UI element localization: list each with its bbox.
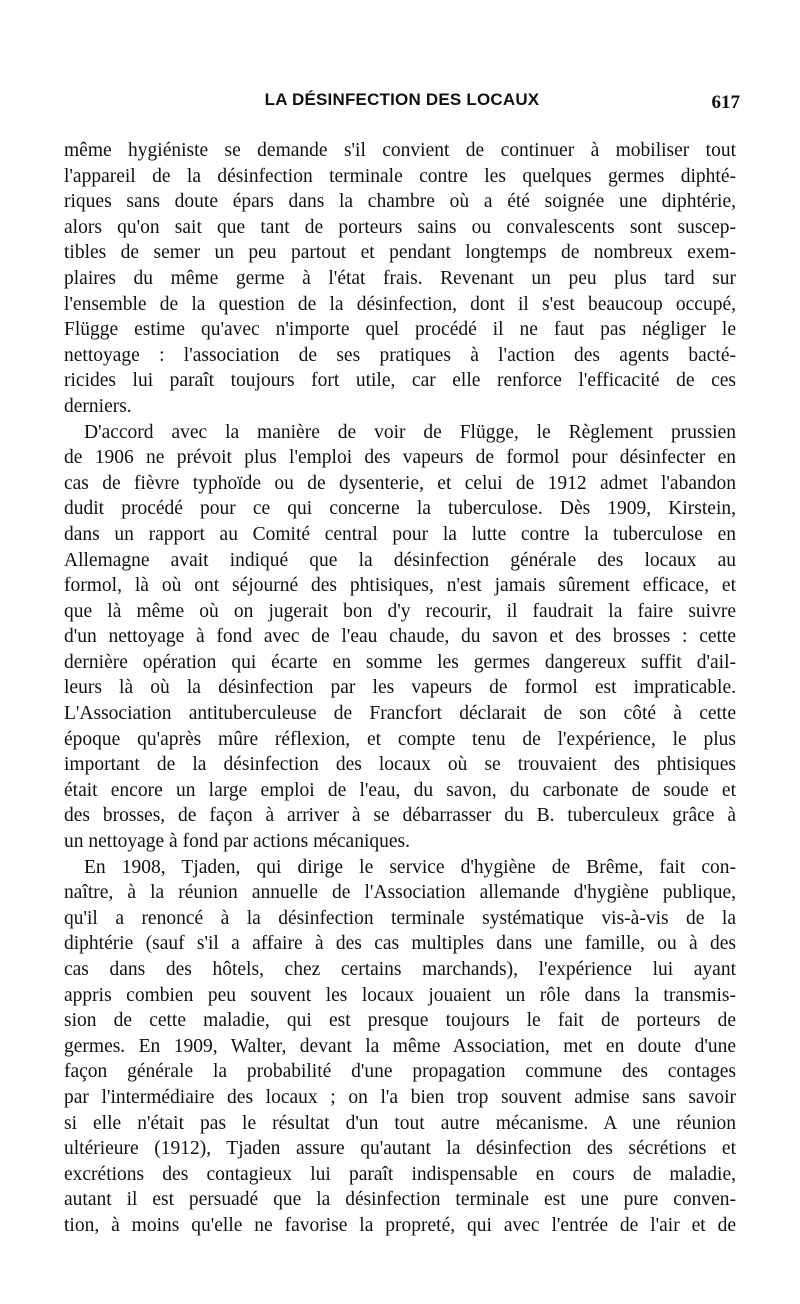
paragraph	[64, 420, 736, 855]
text-line: des brosses, de façon à arriver à se débarrasser du B. tuberculeux grâce à	[64, 805, 736, 827]
text-line: dudit procédé pour ce qui concerne la tuberculose. Dès 1909, Kirstein,	[64, 498, 736, 520]
paragraph	[64, 855, 736, 1239]
text-line: En 1908, Tjaden, qui dirige le service d'hygiène de Brême, fait con-	[84, 856, 736, 878]
text-line: ricides lui paraît toujours fort utile, car elle renforce l'efficacité de ces	[64, 370, 736, 392]
text-line: l'ensemble de la question de la désinfection, dont il s'est beaucoup occupé,	[64, 293, 736, 315]
text-line: l'appareil de la désinfection terminale contre les quelques germes diphté-	[64, 165, 736, 187]
running-title: LA DÉSINFECTION DES LOCAUX	[264, 90, 540, 109]
text-line: façon générale la probabilité d'une propagation commune des contages	[64, 1061, 736, 1083]
text-line: par l'intermédiaire des locaux ; on l'a bien trop souvent admise sans savoir	[64, 1086, 736, 1108]
text-line: derniers.	[64, 395, 132, 417]
text-line: L'Association antituberculeuse de Francfort déclarait de son côté à cette	[64, 703, 736, 725]
text-line: que là même où on jugerait bon d'y recourir, il faudrait la faire suivre	[64, 600, 736, 622]
text-line: Allemagne avait indiqué que la désinfection générale des locaux au	[64, 549, 736, 571]
text-line: même hygiéniste se demande s'il convient de continuer à mobiliser tout	[64, 140, 736, 161]
text-line: de 1906 ne prévoit plus l'emploi des vapeurs de formol pour désinfecter en	[64, 447, 736, 469]
running-head	[62, 90, 742, 118]
text-line: plaires du même germe à l'état frais. Revenant un peu plus tard sur	[64, 267, 736, 289]
text-line: d'un nettoyage à fond avec de l'eau chaude, du savon et des brosses : cette	[64, 626, 736, 648]
text-line: nettoyage : l'association de ses pratiques à l'action des agents bacté-	[64, 344, 736, 366]
text-line: dernière opération qui écarte en somme les germes dangereux suffit d'ail-	[64, 651, 736, 673]
text-line: si elle n'était pas le résultat d'un tout autre mécanisme. A une réunion	[64, 1112, 736, 1134]
text-line: alors qu'on sait que tant de porteurs sains ou convalescents sont suscep-	[64, 216, 736, 238]
text-line: naître, à la réunion annuelle de l'Association allemande d'hygiène publique,	[64, 882, 736, 904]
body-text	[64, 138, 736, 1239]
text-line: époque qu'après mûre réflexion, et compte tenu de l'expérience, le plus	[64, 728, 736, 750]
text-line: germes. En 1909, Walter, devant la même Association, met en doute d'une	[64, 1035, 736, 1057]
text-line: sion de cette maladie, qui est presque toujours le fait de porteurs de	[64, 1010, 736, 1032]
text-line: D'accord avec la manière de voir de Flügge, le Règlement prussien	[84, 421, 736, 443]
text-line: formol, là où ont séjourné des phtisiques, n'est jamais sûrement efficace, et	[64, 575, 736, 597]
text-line: diphtérie (sauf s'il a affaire à des cas multiples dans une famille, ou à des	[64, 933, 736, 955]
text-line: Flügge estime qu'avec n'importe quel procédé il ne faut pas négliger le	[64, 319, 736, 341]
paragraph	[64, 138, 736, 420]
text-line: appris combien peu souvent les locaux jouaient un rôle dans la transmis-	[64, 984, 736, 1006]
text-line: cas dans des hôtels, chez certains marchands), l'expérience lui ayant	[64, 959, 736, 980]
text-line: important de la désinfection des locaux où se trouvaient des phtisiques	[64, 754, 736, 776]
text-line: était encore un large emploi de l'eau, du savon, du carbonate de soude et	[64, 779, 736, 801]
text-line: excrétions des contagieux lui paraît indispensable en cours de maladie,	[64, 1163, 736, 1185]
text-line: cas de fièvre typhoïde ou de dysenterie, et celui de 1912 admet l'abandon	[64, 472, 736, 494]
text-line: tibles de semer un peu partout et pendant longtemps de nombreux exem-	[64, 242, 736, 264]
text-line: autant il est persuadé que la désinfection terminale est une pure conven-	[64, 1189, 736, 1211]
text-line: leurs là où la désinfection par les vapeurs de formol est impraticable.	[64, 677, 736, 699]
text-line: ultérieure (1912), Tjaden assure qu'autant la désinfection des sécrétions et	[64, 1138, 736, 1160]
text-line: dans un rapport au Comité central pour la lutte contre la tuberculose en	[64, 523, 736, 545]
text-line: tion, à moins qu'elle ne favorise la propreté, qui avec l'entrée de l'air et de	[64, 1214, 736, 1236]
text-line: riques sans doute épars dans la chambre où a été soignée une diphtérie,	[64, 191, 736, 213]
text-line: qu'il a renoncé à la désinfection terminale systématique vis-à-vis de la	[64, 907, 736, 929]
text-line: un nettoyage à fond par actions mécaniques.	[64, 831, 411, 853]
page-number: 617	[711, 92, 740, 113]
